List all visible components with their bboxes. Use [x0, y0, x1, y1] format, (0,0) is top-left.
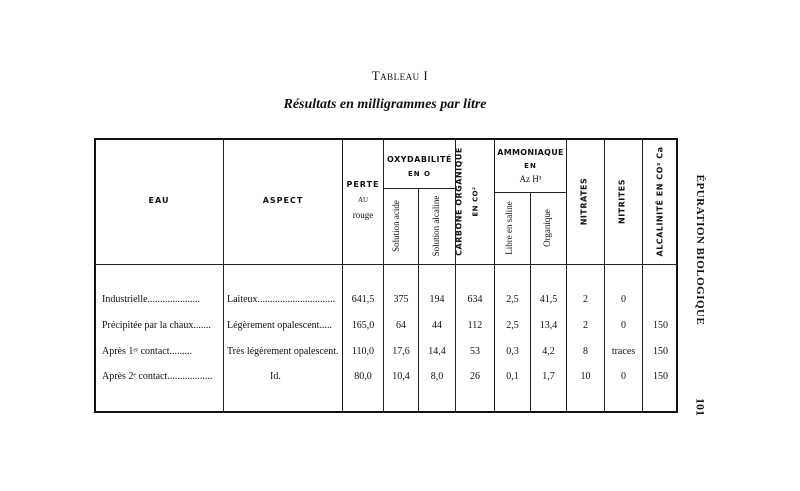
page-number-text: 101 — [693, 398, 708, 416]
cell-organique: 41,5 — [539, 294, 558, 305]
cell-nitrites: traces — [611, 346, 636, 357]
cell-aspect: Légèrement opalescent..... — [227, 320, 332, 331]
header-perte: PERTE — [346, 180, 380, 189]
header-aspect: ASPECT — [262, 196, 304, 205]
cell-acide: 375 — [393, 294, 409, 305]
cell-nitrates: 2 — [583, 294, 588, 305]
header-ammoniaque: AMMONIAQUE — [497, 148, 564, 157]
header-perte-rouge: rouge — [352, 210, 374, 220]
running-header-text: ÉPURATION BIOLOGIQUE — [694, 174, 706, 326]
header-oxydabilite: OXYDABILITÉ — [387, 155, 452, 164]
cell-libre: 2,5 — [506, 320, 519, 331]
cell-acide: 17,6 — [392, 346, 410, 357]
cell-libre: 2,5 — [506, 294, 519, 305]
cell-carbone: 634 — [467, 294, 483, 305]
cell-aspect: Laiteux............................... — [227, 294, 336, 305]
cell-nitrates: 10 — [580, 371, 591, 382]
cell-perte: 110,0 — [351, 346, 375, 357]
header-eau: EAU — [148, 196, 170, 205]
cell-alcaline: 14,4 — [428, 346, 446, 357]
table-title: Tableau I — [371, 68, 429, 83]
cell-perte: 165,0 — [351, 320, 375, 331]
cell-acide: 64 — [396, 320, 406, 331]
cell-aspect: Id. — [270, 371, 281, 382]
page-number — [690, 392, 710, 422]
header-alcalinite: ALCALINITÉ EN CO³ Ca — [655, 146, 665, 257]
header-ammoniaque-formula: Az H³ — [519, 174, 542, 184]
header-solution-acide: Solution acide — [391, 200, 401, 252]
cell-nitrites: 0 — [621, 371, 626, 382]
header-perte-au: AU — [357, 196, 369, 204]
cell-aspect: Très légèrement opalescent. — [227, 346, 339, 357]
header-organique: Organique — [542, 209, 552, 247]
cell-nitrites: 0 — [621, 320, 626, 331]
cell-alcaline: 44 — [432, 320, 442, 331]
header-nitrites: NITRITES — [617, 179, 627, 224]
cell-alcaline: 194 — [429, 294, 445, 305]
cell-nitrates: 8 — [583, 346, 588, 357]
cell-organique: 4,2 — [542, 346, 555, 357]
header-carbone: CARBONE ORGANIQUE — [454, 147, 464, 256]
header-divider — [94, 264, 678, 265]
col-divider — [223, 138, 224, 413]
cell-perte: 641,5 — [351, 294, 375, 305]
cell-organique: 1,7 — [542, 371, 555, 382]
header-oxydabilite-sub: EN O — [407, 170, 432, 178]
cell-carbone: 26 — [470, 371, 480, 382]
header-ammoniaque-en: EN — [524, 162, 537, 170]
cell-alcalinite: 150 — [653, 371, 668, 382]
running-header — [685, 174, 715, 326]
cell-alcalinite: 150 — [653, 320, 668, 331]
header-solution-alcaline: Solution alcaline — [431, 195, 441, 257]
cell-acide: 10,4 — [392, 371, 410, 382]
cell-alcalinite: 150 — [653, 346, 668, 357]
header-carbone-sub: EN CO² — [471, 186, 480, 217]
cell-eau: Précipitée par la chaux....... — [102, 320, 211, 331]
cell-libre: 0,1 — [506, 371, 519, 382]
cell-perte: 80,0 — [354, 371, 372, 382]
cell-eau: Après 2ᵉ contact.................. — [102, 371, 213, 382]
cell-carbone: 53 — [470, 346, 480, 357]
cell-libre: 0,3 — [506, 346, 519, 357]
table-subtitle: Résultats en milligrammes par litre — [283, 97, 487, 112]
cell-nitrites: 0 — [621, 294, 626, 305]
cell-alcaline: 8,0 — [430, 371, 444, 382]
cell-nitrates: 2 — [583, 320, 588, 331]
cell-organique: 13,4 — [539, 320, 558, 331]
cell-eau: Après 1ᵉʳ contact......... — [102, 346, 192, 357]
header-libre-saline: Libre en saline — [504, 201, 514, 255]
header-nitrates: NITRATES — [579, 177, 589, 226]
cell-eau: Industrielle..................... — [102, 294, 201, 305]
cell-carbone: 112 — [467, 320, 483, 331]
